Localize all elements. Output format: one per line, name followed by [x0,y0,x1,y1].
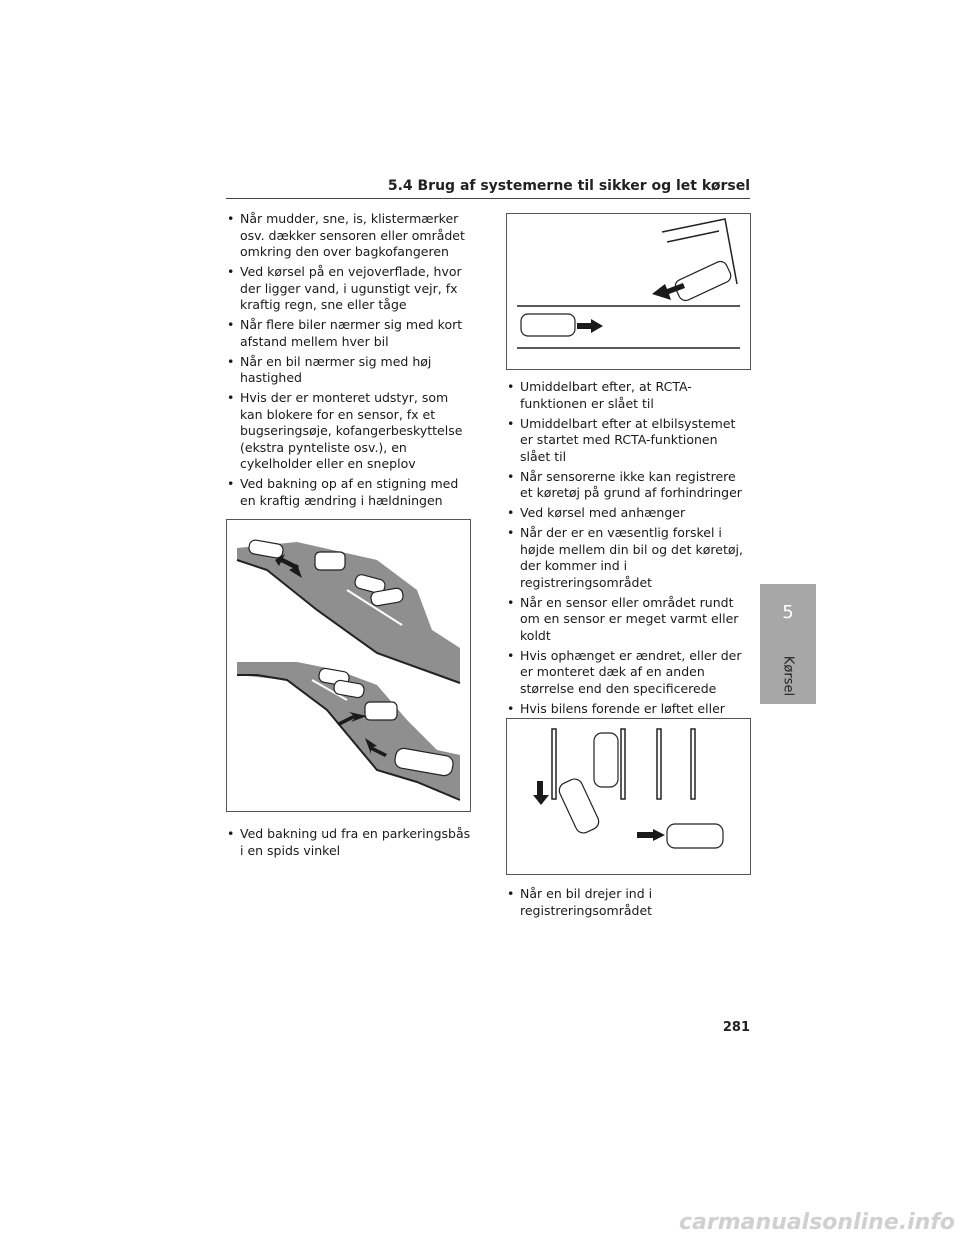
list-item: • Når en bil drejer ind i registreringsområdet [506,886,750,919]
right-bullet-list-bottom [506,886,750,919]
list-item: • Når sensorerne ikke kan registrere et køretøj på grund af forhindringer [506,469,750,502]
list-item: • Når flere biler nærmer sig med kort afstand mellem hver bil [226,317,472,350]
list-item: • Når mudder, sne, is, klistermærker osv. dækker sensoren eller området omkring den over bagkofangeren [226,211,472,261]
right-column [506,379,750,757]
list-item: • Hvis ophænget er ændret, eller der er monteret dæk af en anden størrelse end den specificerede [506,648,750,698]
list-item: • Ved bakning ud fra en parkeringsbås i en spids vinkel [226,826,472,859]
list-item: • Hvis der er monteret udstyr, som kan blokere for en sensor, fx et bugseringsøje, kofangerbeskyttelse (ekstra pynteliste osv.), en cykelholder eller en sneplov [226,390,472,473]
right-column-bottom [506,886,750,923]
right-bullet-list [506,379,750,754]
list-item: • Når der er en væsentlig forskel i højde mellem din bil og det køretøj, der kommer ind i registreringsområdet [506,525,750,591]
left-bullet-list [226,211,472,509]
chapter-label: Kørsel [780,655,796,697]
list-item: • Ved kørsel på en vejoverflade, hvor der ligger vand, i ugunstigt vejr, fx kraftig regn, sne eller tåge [226,264,472,314]
slope-illustration [226,519,471,812]
watermark: carmanualsonline.info [679,1210,955,1235]
section-header [226,178,750,199]
section-title: 5.4 Brug af systemerne til sikker og let kørsel [387,178,750,194]
reverse-turning-illustration [506,718,751,875]
left-column [226,211,472,513]
chapter-label-tab [760,648,816,704]
page-number: 281 [722,1020,750,1035]
angled-parking-illustration [506,213,751,370]
list-item: • Ved bakning op af en stigning med en kraftig ændring i hældningen [226,476,472,509]
list-item: • Umiddelbart efter at elbilsystemet er startet med RCTA-funktionen slået til [506,416,750,466]
list-item: • Ved kørsel med anhænger [506,505,750,522]
list-item: • Når en sensor eller området rundt om en sensor er meget varmt eller koldt [506,595,750,645]
chapter-tab [760,584,816,648]
list-item: • Når en bil nærmer sig med høj hastighed [226,354,472,387]
list-item: • Hvis bilens forende er løftet eller [506,701,750,734]
chapter-number: 5 [782,602,794,623]
list-item: • Umiddelbart efter, at RCTA-funktionen er slået til [506,379,750,412]
left-column-bottom [226,826,472,863]
left-bullet-list-bottom [226,826,472,859]
